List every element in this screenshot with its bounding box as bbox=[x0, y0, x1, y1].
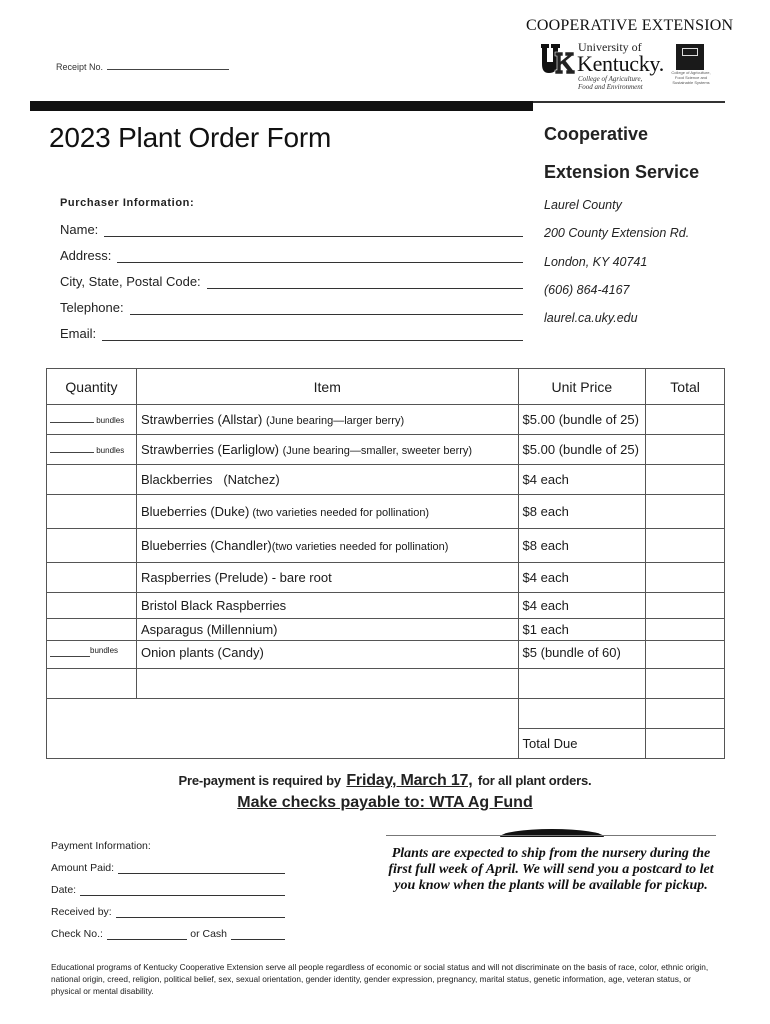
city-state-zip-label: City, State, Postal Code: bbox=[60, 274, 201, 289]
table-row-empty bbox=[47, 669, 725, 699]
table-row bbox=[47, 593, 725, 619]
qty-unit: bundles bbox=[96, 415, 125, 425]
quantity-cell[interactable] bbox=[47, 593, 137, 619]
total-cell[interactable] bbox=[646, 465, 725, 495]
office-city: London, KY 40741 bbox=[544, 255, 648, 269]
col-unit-price: Unit Price bbox=[518, 369, 646, 405]
table-row bbox=[47, 405, 725, 435]
table-row bbox=[47, 563, 725, 593]
total-cell[interactable] bbox=[646, 495, 725, 529]
address-field[interactable] bbox=[60, 248, 523, 263]
total-cell[interactable] bbox=[646, 641, 725, 669]
qty-unit: bundles bbox=[90, 646, 119, 655]
shipping-notice: Plants are expected to ship from the nursery during the first full week of April. We will send you a postcard to let you know when the plants will be available for pickup. bbox=[388, 846, 714, 893]
total-cell[interactable] bbox=[646, 529, 725, 563]
quantity-blank[interactable] bbox=[50, 445, 94, 453]
city-state-zip-input[interactable] bbox=[207, 277, 523, 289]
name-label: Name: bbox=[60, 222, 99, 237]
quantity-cell[interactable] bbox=[47, 495, 137, 529]
nondiscrimination-statement: Educational programs of Kentucky Cooperative Extension serve all people regardless of economic or social status and will not discriminate on the basis of race, color, ethnic origin, national origin, creed, religion, political belief, sex, sexual orientation, gender identity, gender expression, pregnancy, marital status, genetic information, age, veteran status, or physical or mental disability. bbox=[51, 962, 709, 996]
table-header-row bbox=[47, 369, 725, 405]
date-label: Date: bbox=[51, 884, 77, 896]
item-cell bbox=[136, 405, 518, 435]
table-row-spacer bbox=[47, 699, 725, 729]
item-note: (June bearing—larger berry) bbox=[265, 415, 405, 427]
checks-payable-notice: Make checks payable to: WTA Ag Fund bbox=[237, 794, 533, 811]
item-cell: Raspberries (Prelude) - bare root bbox=[136, 563, 518, 593]
college-line2: Food and Environment bbox=[578, 83, 643, 91]
city-state-zip-field[interactable] bbox=[60, 274, 523, 289]
total-cell[interactable] bbox=[646, 593, 725, 619]
office-county: Laurel County bbox=[544, 198, 622, 212]
purchaser-heading: Purchaser Information: bbox=[60, 197, 195, 209]
office-street: 200 County Extension Rd. bbox=[544, 226, 690, 240]
quantity-blank[interactable] bbox=[50, 649, 90, 657]
quantity-cell[interactable] bbox=[47, 669, 137, 699]
office-phone: (606) 864-4167 bbox=[544, 283, 630, 297]
email-field[interactable] bbox=[60, 326, 523, 341]
email-input[interactable] bbox=[102, 329, 523, 341]
total-cell[interactable] bbox=[646, 669, 725, 699]
name-field[interactable] bbox=[60, 222, 523, 237]
quantity-cell[interactable] bbox=[47, 563, 137, 593]
check-no-input[interactable] bbox=[107, 930, 187, 940]
amount-paid-input[interactable] bbox=[118, 864, 285, 874]
item-note: (two varieties needed for pollination) bbox=[249, 507, 430, 519]
address-input[interactable] bbox=[117, 251, 523, 263]
item-cell bbox=[136, 435, 518, 465]
prepayment-notice bbox=[0, 772, 770, 790]
check-no-label: Check No.: bbox=[51, 928, 103, 940]
item-note: (two varieties needed for pollination) bbox=[271, 541, 449, 553]
received-by-input[interactable] bbox=[116, 908, 285, 918]
price-cell: $4 each bbox=[518, 563, 646, 593]
item-name: Blueberries (Duke) bbox=[140, 504, 250, 519]
table-row bbox=[47, 619, 725, 641]
col-total: Total bbox=[646, 369, 725, 405]
prepay-text-after: for all plant orders. bbox=[474, 773, 592, 788]
date-field[interactable] bbox=[51, 884, 285, 896]
quantity-blank[interactable] bbox=[50, 415, 94, 423]
price-cell: $5.00 (bundle of 25) bbox=[518, 405, 646, 435]
org-banner: COOPERATIVE EXTENSION bbox=[526, 17, 734, 34]
amount-paid-field[interactable] bbox=[51, 862, 285, 874]
item-cell: Onion plants (Candy) bbox=[136, 641, 518, 669]
receipt-number-line[interactable] bbox=[107, 61, 229, 70]
header-divider bbox=[30, 101, 533, 111]
item-note: (June bearing—smaller, sweeter berry) bbox=[282, 445, 473, 457]
page-title: 2023 Plant Order Form bbox=[49, 122, 332, 153]
price-cell[interactable] bbox=[518, 669, 646, 699]
item-cell[interactable] bbox=[136, 669, 518, 699]
price-cell: $5 (bundle of 60) bbox=[518, 641, 646, 669]
total-cell[interactable] bbox=[646, 563, 725, 593]
item-cell bbox=[136, 495, 518, 529]
telephone-field[interactable] bbox=[60, 300, 523, 315]
amount-paid-label: Amount Paid: bbox=[51, 862, 115, 874]
name-input[interactable] bbox=[104, 225, 523, 237]
prepay-text-before: Pre-payment is required by bbox=[178, 773, 345, 788]
telephone-input[interactable] bbox=[130, 303, 523, 315]
price-cell bbox=[518, 699, 646, 729]
kentucky-wordmark: Kentucky. bbox=[577, 51, 664, 76]
office-name-line1: Cooperative bbox=[544, 124, 649, 144]
table-row bbox=[47, 435, 725, 465]
college-name bbox=[578, 75, 643, 91]
total-cell[interactable] bbox=[646, 699, 725, 729]
item-cell bbox=[136, 465, 518, 495]
price-cell: $8 each bbox=[518, 495, 646, 529]
price-cell: $4 each bbox=[518, 465, 646, 495]
receipt-number-field[interactable] bbox=[56, 61, 229, 72]
total-due-label: Total Due bbox=[518, 729, 646, 759]
quantity-cell[interactable] bbox=[47, 529, 137, 563]
qty-unit: bundles bbox=[96, 445, 125, 455]
price-cell: $1 each bbox=[518, 619, 646, 641]
telephone-label: Telephone: bbox=[60, 300, 124, 315]
price-cell: $8 each bbox=[518, 529, 646, 563]
notice-rule bbox=[386, 835, 716, 836]
received-by-label: Received by: bbox=[51, 906, 112, 918]
price-cell: $4 each bbox=[518, 593, 646, 619]
item-name: Strawberries (Earliglow) bbox=[140, 442, 279, 457]
ksu-caption: College of Agriculture, Food Science and Sustainable Systems bbox=[671, 70, 711, 85]
table-row bbox=[47, 641, 725, 669]
table-row bbox=[47, 465, 725, 495]
college-line1: College of Agriculture, bbox=[578, 75, 643, 83]
quantity-cell[interactable] bbox=[47, 619, 137, 641]
ksu-logo-icon bbox=[676, 44, 704, 70]
total-cell[interactable] bbox=[646, 435, 725, 465]
email-label: Email: bbox=[60, 326, 97, 341]
office-name-line2: Extension Service bbox=[544, 162, 700, 182]
item-name: Blackberries (Natchez) bbox=[140, 472, 280, 487]
prepay-deadline: Friday, March 17, bbox=[346, 772, 473, 789]
office-website[interactable]: laurel.ca.uky.edu bbox=[544, 311, 638, 325]
item-name: Blueberries (Chandler) bbox=[140, 538, 272, 553]
cash-label: or Cash bbox=[190, 928, 227, 940]
order-table bbox=[46, 368, 725, 759]
table-row bbox=[47, 529, 725, 563]
date-input[interactable] bbox=[80, 886, 285, 896]
uk-logo-icon bbox=[541, 44, 575, 74]
receipt-label: Receipt No. bbox=[56, 62, 104, 72]
total-cell[interactable] bbox=[646, 405, 725, 435]
price-cell: $5.00 (bundle of 25) bbox=[518, 435, 646, 465]
item-cell: Asparagus (Millennium) bbox=[136, 619, 518, 641]
address-label: Address: bbox=[60, 248, 112, 263]
merged-blank-cell bbox=[47, 699, 519, 759]
item-cell bbox=[136, 529, 518, 563]
quantity-cell[interactable] bbox=[47, 465, 137, 495]
item-name: Strawberries (Allstar) bbox=[140, 412, 263, 427]
quantity-cell[interactable] bbox=[47, 641, 137, 669]
quantity-cell[interactable] bbox=[47, 405, 137, 435]
university-of-text: University of bbox=[578, 40, 642, 54]
total-due-value[interactable] bbox=[646, 729, 725, 759]
check-cash-field[interactable] bbox=[51, 928, 285, 940]
col-item: Item bbox=[136, 369, 518, 405]
cash-input[interactable] bbox=[231, 930, 285, 940]
payment-heading: Payment Information: bbox=[51, 840, 151, 852]
total-cell[interactable] bbox=[646, 619, 725, 641]
header-divider-thin bbox=[533, 101, 725, 103]
table-row bbox=[47, 495, 725, 529]
col-quantity: Quantity bbox=[47, 369, 137, 405]
item-cell: Bristol Black Raspberries bbox=[136, 593, 518, 619]
quantity-cell[interactable] bbox=[47, 435, 137, 465]
received-by-field[interactable] bbox=[51, 906, 285, 918]
